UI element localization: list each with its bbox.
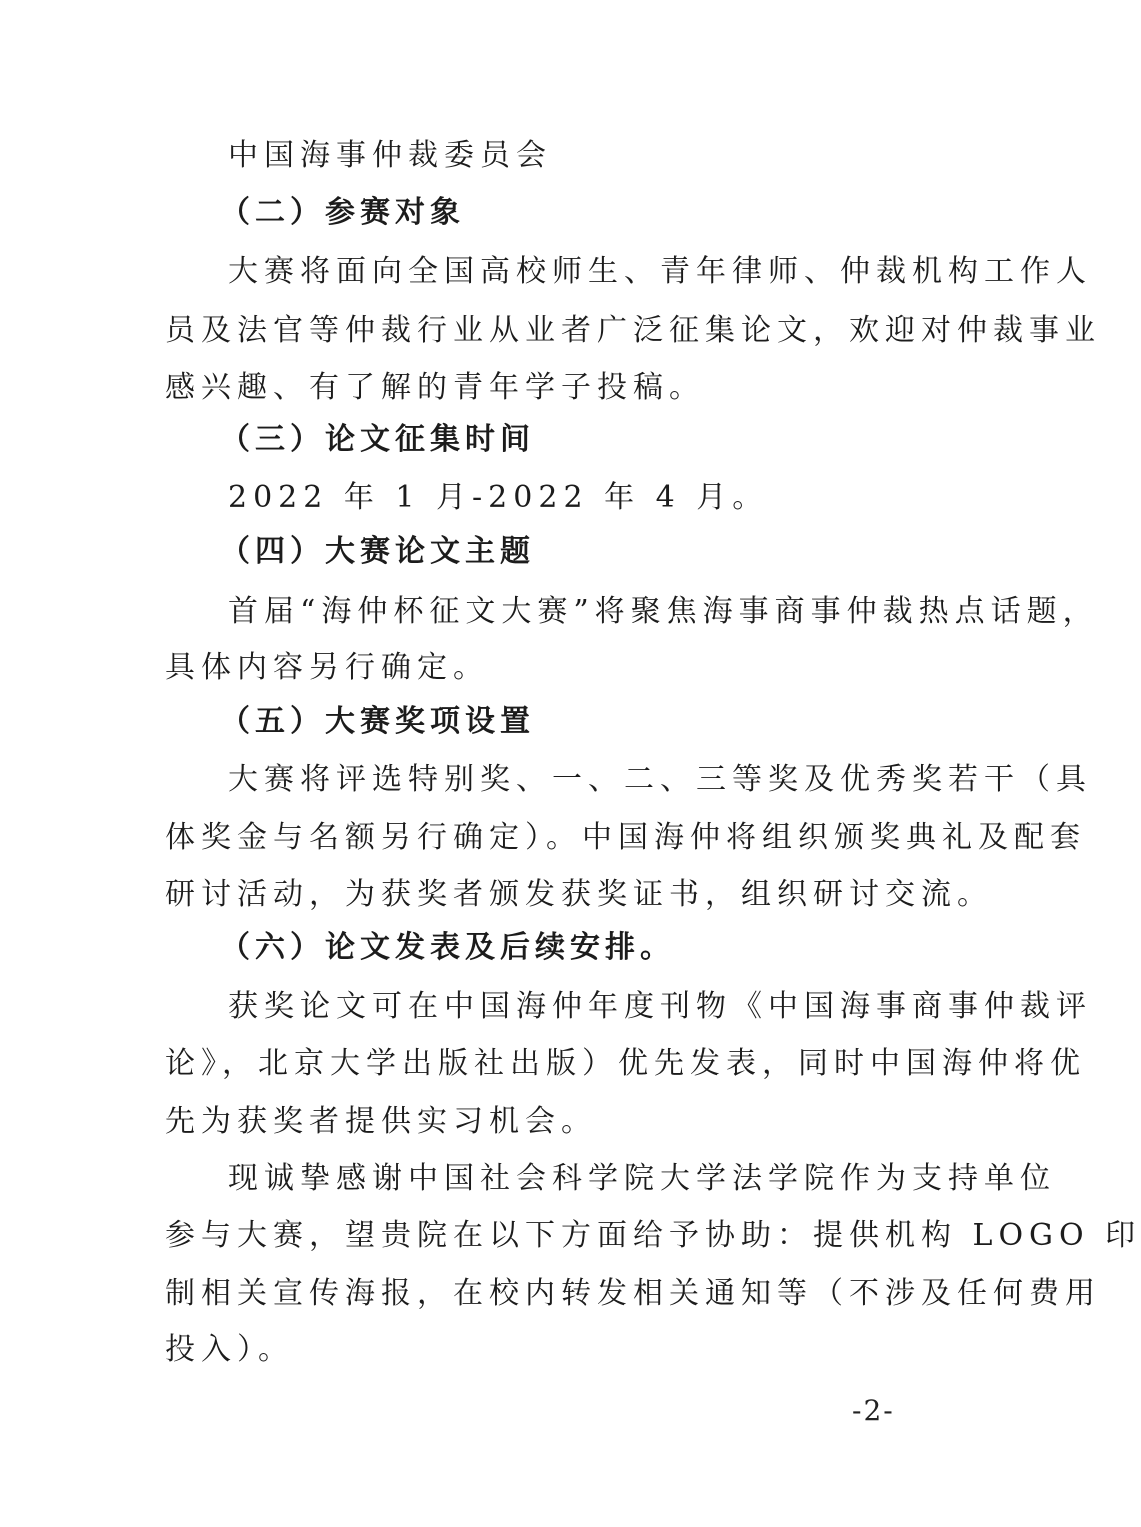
section-heading-publication: （六）论文发表及后续安排。 — [220, 930, 675, 965]
section-heading-theme: （四）大赛论文主题 — [220, 534, 535, 569]
section-heading-awards: （五）大赛奖项设置 — [220, 704, 535, 739]
body-line: 员及法官等仲裁行业从业者广泛征集论文，欢迎对仲裁事业 — [165, 313, 1101, 348]
body-line: 参与大赛，望贵院在以下方面给予协助：提供机构 LOGO 印 — [165, 1218, 1141, 1253]
body-line: 投入）。 — [165, 1332, 294, 1367]
body-line: 体奖金与名额另行确定）。中国海仲将组织颁奖典礼及配套 — [165, 820, 1086, 855]
body-line: 大赛将评选特别奖、一、二、三等奖及优秀奖若干（具 — [228, 762, 1092, 797]
section-heading-submission-period: （三）论文征集时间 — [220, 422, 535, 457]
body-line: 研讨活动，为获奖者颁发获奖证书，组织研讨交流。 — [165, 877, 993, 912]
body-line: 论》，北京大学出版社出版）优先发表，同时中国海仲将优 — [165, 1046, 1086, 1081]
organization-line: 中国海事仲裁委员会 — [228, 138, 552, 173]
section-heading-participants: （二）参赛对象 — [220, 195, 465, 230]
body-line: 大赛将面向全国高校师生、青年律师、仲裁机构工作人 — [228, 254, 1092, 289]
body-line: 先为获奖者提供实习机会。 — [165, 1104, 597, 1139]
body-line: 感兴趣、有了解的青年学子投稿。 — [165, 370, 705, 405]
body-line: 首届“海仲杯征文大赛”将聚焦海事商事仲裁热点话题， — [228, 594, 1099, 629]
body-line: 具体内容另行确定。 — [165, 650, 489, 685]
body-line: 获奖论文可在中国海仲年度刊物《中国海事商事仲裁评 — [228, 989, 1092, 1024]
page-number: -2- — [852, 1394, 895, 1427]
body-line: 2022 年 1 月-2022 年 4 月。 — [228, 480, 769, 515]
body-line: 制相关宣传海报，在校内转发相关通知等（不涉及任何费用 — [165, 1276, 1101, 1311]
body-line: 现诚挚感谢中国社会科学院大学法学院作为支持单位 — [228, 1161, 1056, 1196]
